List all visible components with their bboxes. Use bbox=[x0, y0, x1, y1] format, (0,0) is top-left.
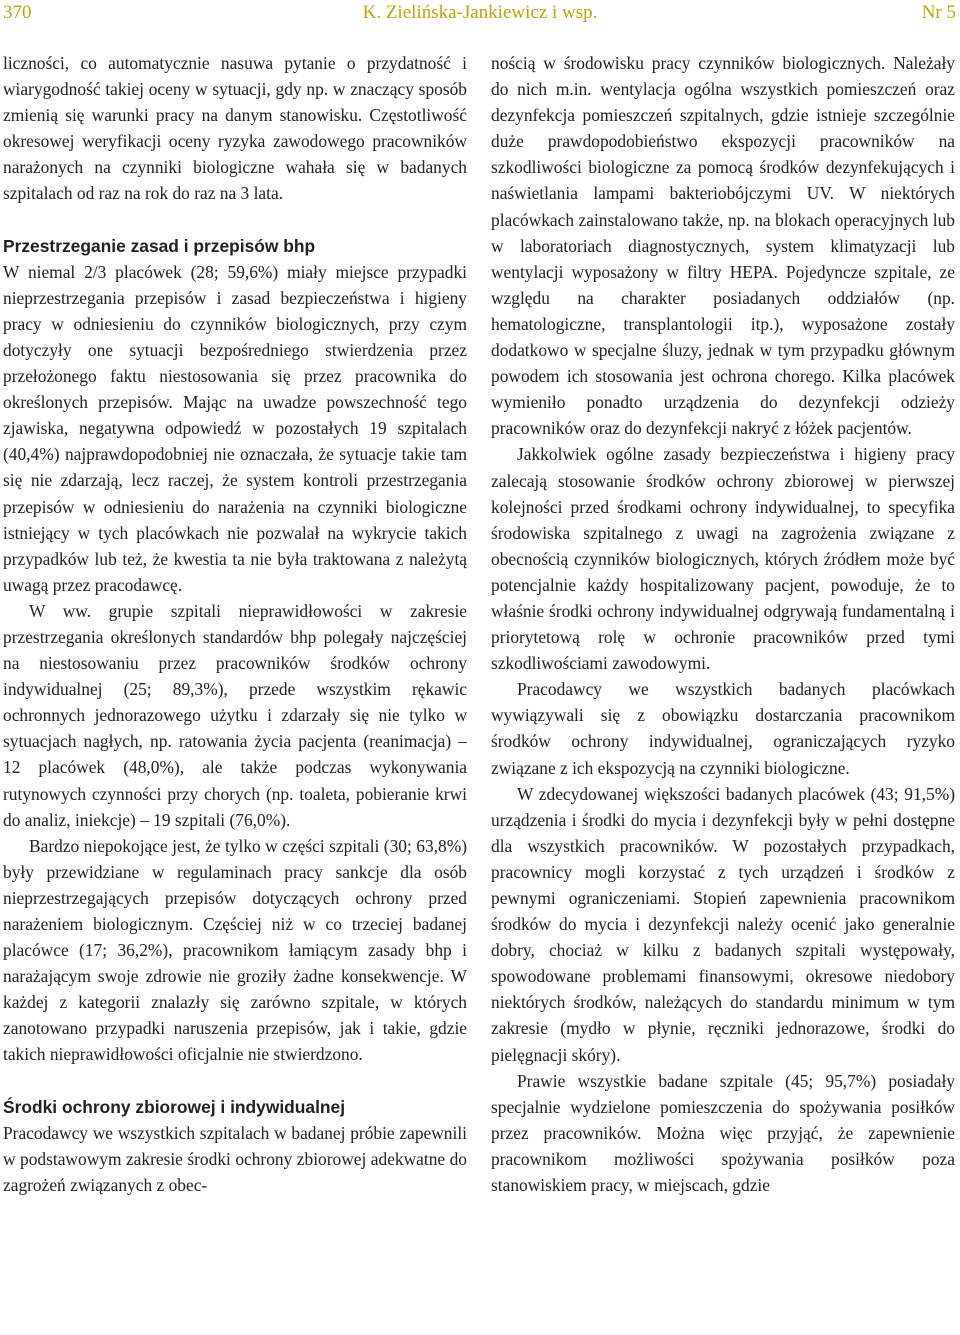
section-heading: Środki ochrony zbiorowej i indywidualnej bbox=[3, 1096, 346, 1117]
paragraph: Pracodawcy we wszystkich szpitalach w badanej próbie zapewnili w podstawowym zakresie środki ochrony zbiorowej adekwatne do zagrożeń związanych z obec- bbox=[3, 1122, 467, 1195]
paragraph: W ww. grupie szpitali nieprawidłowości w zakresie przestrzegania określonych standardów bhp polegały najczęściej na niestosowaniu przez pracowników środków ochrony indywidualnej (25; 89,3%), przede wszystkim rękawic ochronnych jednorazowego użytku i zdarzały się nie tylko w sytuacjach nagłych, np. ratowania życia pacjenta (reanimacja) – 12 placówek (48,0%), ale także podczas wykonywania rutynowych czynności przy chorych (np. toaleta, pobieranie krwi do analiz, iniekcje) – 19 szpitali (76,0%). bbox=[3, 600, 467, 830]
left-column bbox=[3, 50, 467, 1198]
issue-number: Nr 5 bbox=[921, 2, 956, 23]
paragraph: liczności, co automatycznie nasuwa pytanie o przydatność i wiarygodność takiej oceny w sytuacji, gdy np. w znaczący sposób zmienią się warunki pracy na danym stanowisku. Częstotliwość okresowej weryfikacji oceny ryzyka zawodowego pracowników narażonych na czynniki biologiczne wahała się w badanych szpitalach od raz na rok do raz na 3 lata. bbox=[3, 53, 467, 204]
running-authors: K. Zielińska-Jankiewicz i wsp. bbox=[362, 2, 598, 23]
paragraph: Prawie wszystkie badane szpitale (45; 95,7%) posiadały specjalnie wydzielone pomieszczenia do spożywania posiłków przez pracowników. Można więc przyjąć, że zapewnienie pracownikom możliwości spożywania posiłków poza stanowiskiem pracy, w miejscach, gdzie bbox=[491, 1070, 955, 1196]
page-number: 370 bbox=[3, 2, 32, 23]
running-header bbox=[0, 2, 960, 26]
paragraph: nością w środowisku pracy czynników biologicznych. Należały do nich m.in. wentylacja ogólna wszystkich pomieszczeń oraz dezynfekcja pomieszczeń szpitalnych, gdzie istnieje szczególnie duże prawdopodobieństwo ekspozycji pracowników na szkodliwości biologiczne za pomocą środków dezynfekujących i naświetlania lampami bakteriobójczymi UV. W niektórych placówkach zainstalowano także, np. na blokach operacyjnych lub w laboratoriach diagnostycznych, system klimatyzacji lub wentylacji wyposażony w filtry HEPA. Pojedyncze szpitale, ze względu na charakter posiadanych oddziałów (np. hematologiczne, transplantologii itp.), wyposażone zostały dodatkowo w specjalne śluzy, jednak w tym przypadku głównym powodem ich stosowania jest ochrona chorego. Kilka placówek wymieniło ponadto urządzenia do dezynfekcji odzieży pracowników oraz do dezynfekcji nakryć z łóżek pacjentów. bbox=[491, 53, 955, 439]
section-heading: Przestrzeganie zasad i przepisów bhp bbox=[3, 235, 316, 256]
right-column bbox=[491, 50, 955, 1198]
paragraph: Jakkolwiek ogólne zasady bezpieczeństwa i higieny pracy zalecają stosowanie środków ochrony zbiorowej w pierwszej kolejności przed środkami ochrony indywidualnej, to specyfika środowiska szpitalnego z uwagi na zagrożenia związane z obecnością czynników biologicznych, których źródłem może być potencjalnie każdy hospitalizowany pacjent, powoduje, że to właśnie środki ochrony indywidualnej odgrywają fundamentalną i priorytetową rolę w ochronie pracowników przed tymi szkodliwościami zawodowymi. bbox=[491, 444, 955, 674]
paragraph: W niemal 2/3 placówek (28; 59,6%) miały miejsce przypadki nieprzestrzegania przepisów i zasad bezpieczeństwa i higieny pracy w odniesieniu do czynników biologicznych, przy czym dotyczyły one sytuacji bezpośredniego stwierdzenia przez przełożonego faktu niestosowania się przez pracownika do określonych przepisów. Mając na uwadze powszechność tego zjawiska, negatywna odpowiedź w pozostałych 19 szpitalach (40,4%) najprawdopodobniej nie oznaczała, że sytuacje takie tam się nie zdarzają, lecz raczej, że system kontroli przestrzegania przepisów w odniesieniu do narażenia na czynniki biologiczne istniejący w tych placówkach nie pozwalał na wykrycie takich przypadków lub też, że kwestia ta nie była traktowana z należytą uwagą przez pracodawcę. bbox=[3, 261, 467, 595]
paragraph: Pracodawcy we wszystkich badanych placówkach wywiązywali się z obowiązku dostarczania pracownikom środków ochrony indywidualnej, ograniczających ryzyko związane z ich ekspozycją na czynniki biologiczne. bbox=[491, 679, 955, 778]
paragraph: Bardzo niepokojące jest, że tylko w części szpitali (30; 63,8%) były przewidziane w regulaminach pracy sankcje dla osób nieprzestrzegających przepisów dotyczących ochrony przed narażeniem biologicznym. Częściej niż w co trzeciej badanej placówce (17; 36,2%), pracownikom łamiącym zasady bhp i narażającym swoje zdrowie nie groziły żadne konsekwencje. W każdej z kategorii znalazły się zarówno szpitale, w których zanotowano przypadki naruszenia przepisów, jak i takie, gdzie takich nieprawidłowości oficjalnie nie stwierdzono. bbox=[3, 835, 467, 1065]
paragraph: W zdecydowanej większości badanych placówek (43; 91,5%) urządzenia i środki do mycia i dezynfekcji były w pełni dostępne dla wszystkich pracowników. W pozostałych przypadkach, pracownicy mogli korzystać z tych urządzeń i środków z pewnymi ograniczeniami. Stopień zapewnienia pracownikom środków do mycia i dezynfekcji należy ocenić jako generalnie dobry, chociaż w kilku z badanych szpitali występowały, spowodowane problemami finansowymi, okresowe niedobory niektórych środków, należących do standardu minimum w tym zakresie (mydło w płynie, ręczniki jednorazowe, środki do pielęgnacji skóry). bbox=[491, 783, 955, 1065]
